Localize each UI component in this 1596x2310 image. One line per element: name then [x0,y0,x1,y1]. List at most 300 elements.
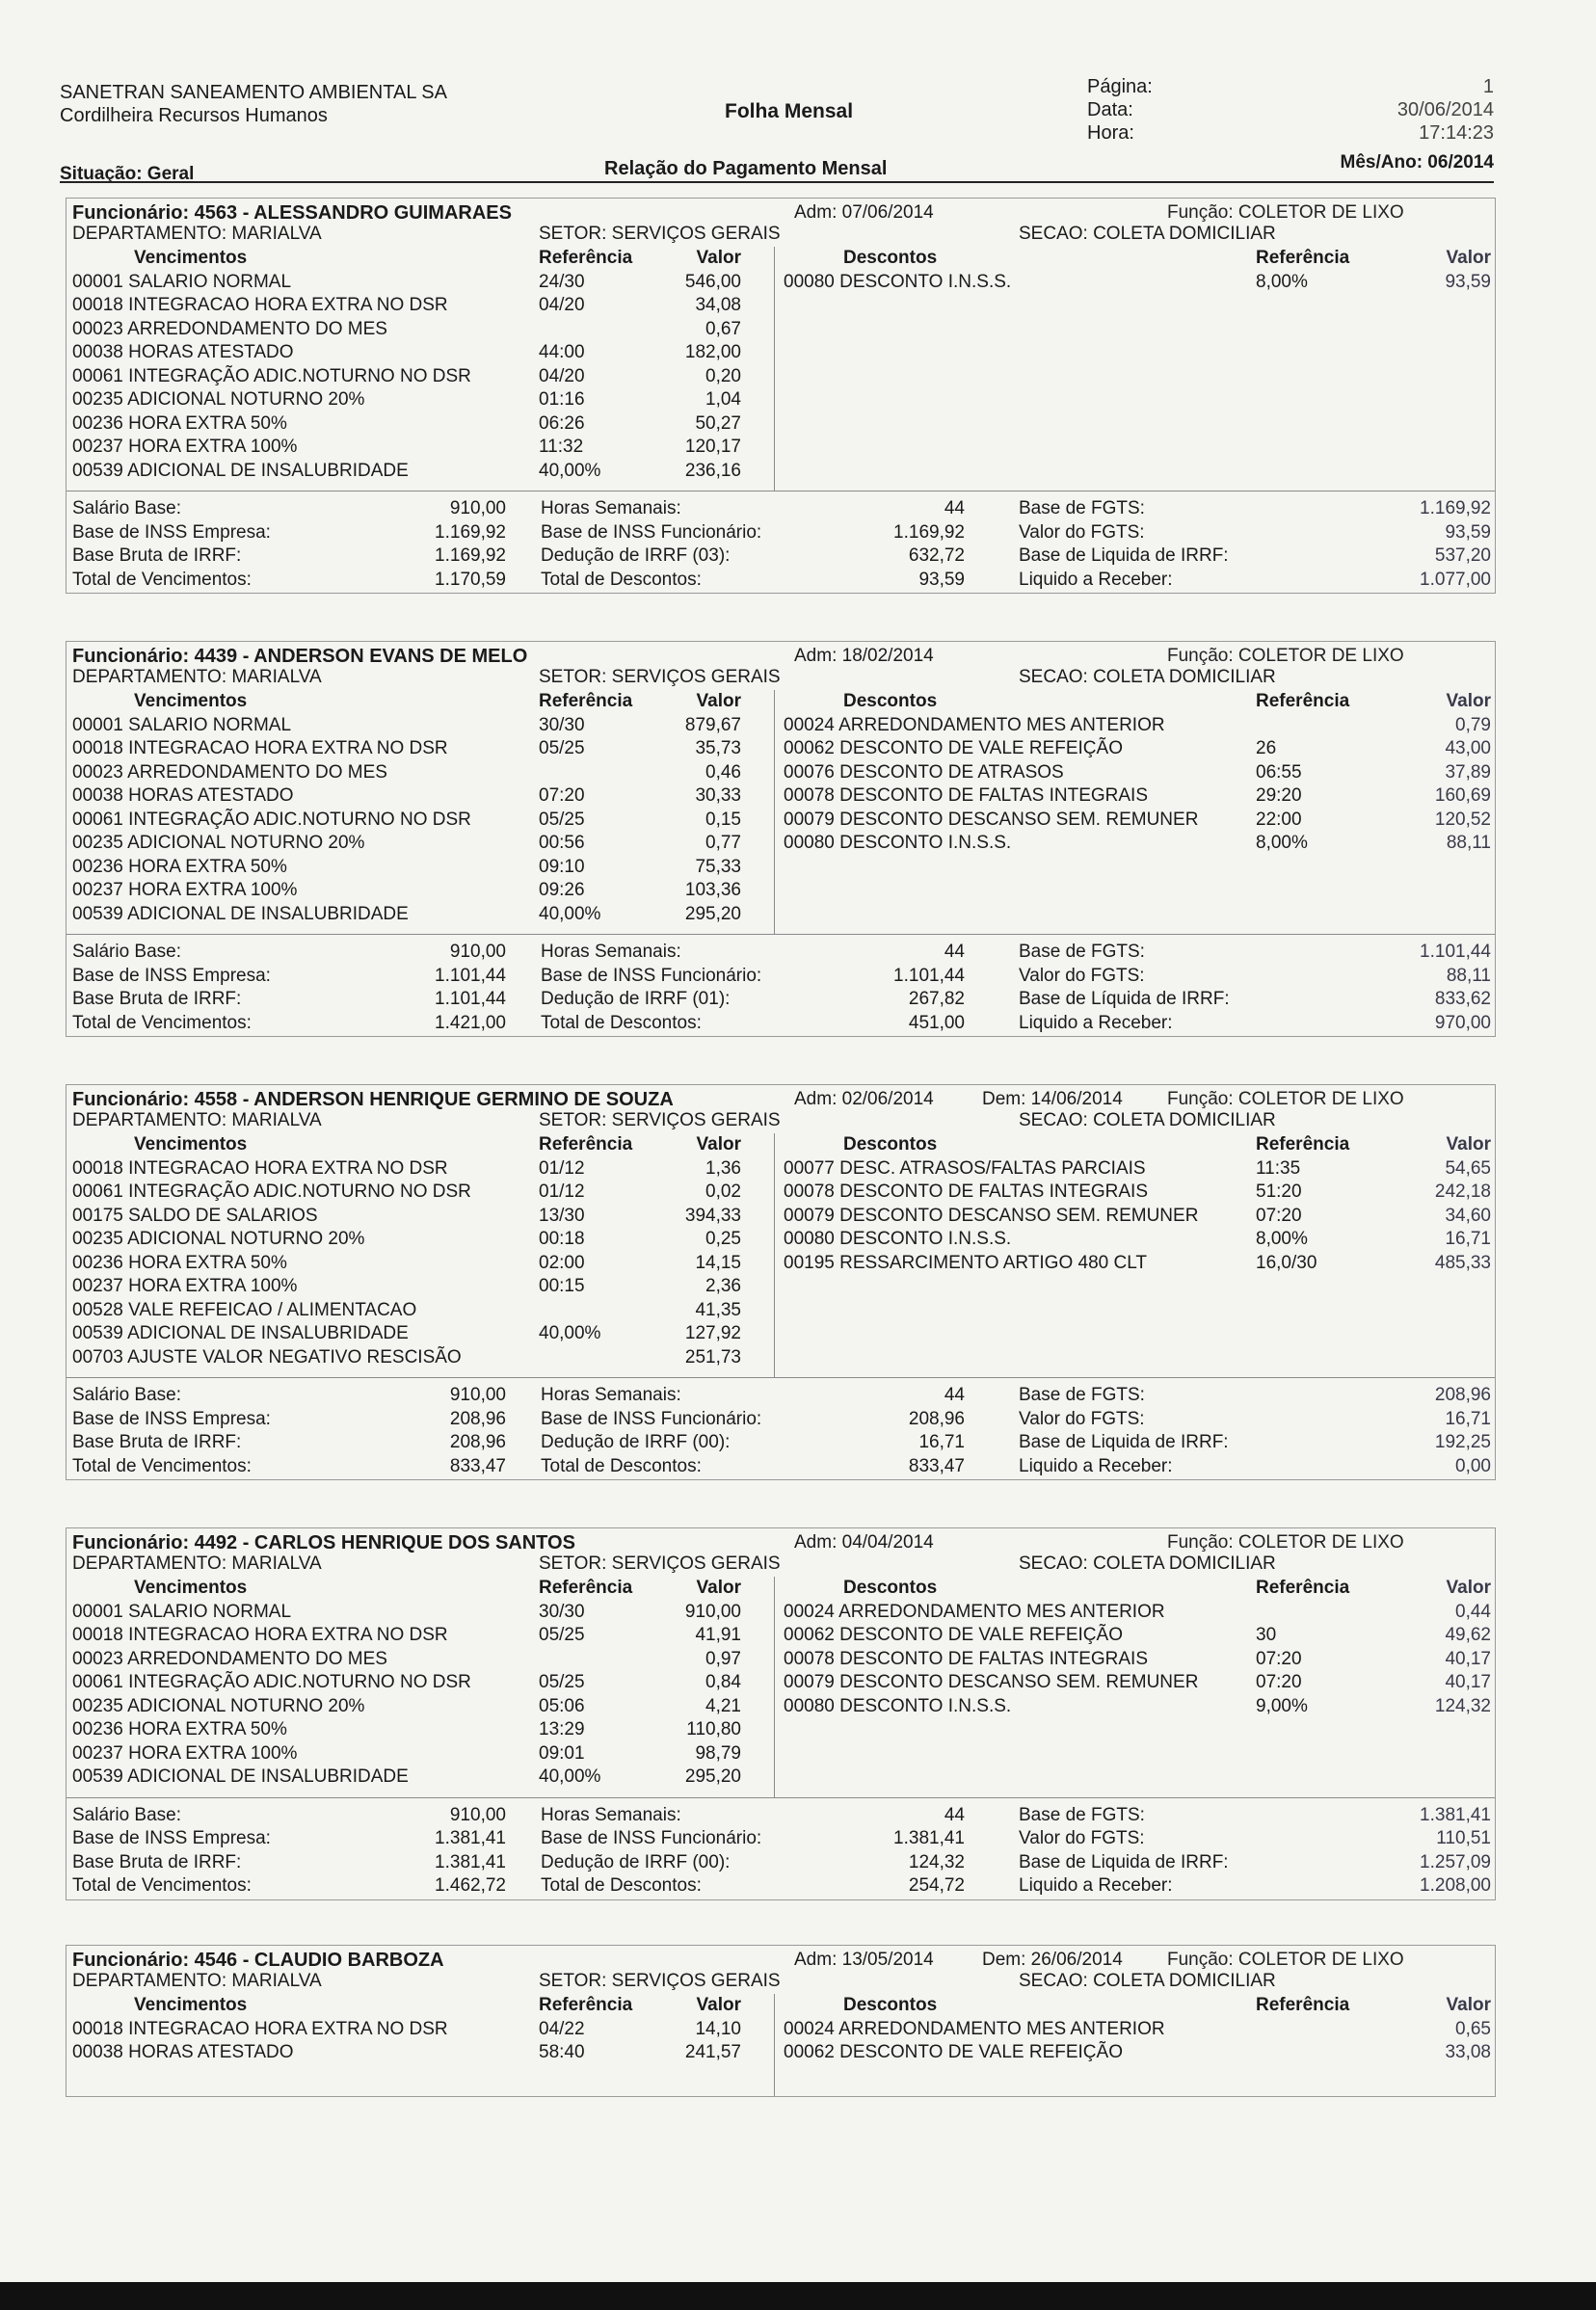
deduction-value: 40,17 [1445,1672,1491,1692]
earning-description: 00023 ARREDONDAMENTO DO MES [72,761,387,783]
earnings-header [66,1994,774,2018]
totals-row [66,1874,1495,1898]
earning-description: 00235 ADICIONAL NOTURNO 20% [72,833,365,853]
total-label: Liquido a Receber: [1019,1875,1173,1896]
deduction-description: 00078 DESCONTO DE FALTAS INTEGRAIS [784,1648,1149,1669]
totals-row [66,569,1495,593]
company-name: SANETRAN SANEAMENTO AMBIENTAL SA [60,82,447,103]
earning-reference: 04/20 [539,295,585,315]
earning-reference: 40,00% [539,1323,601,1343]
earning-reference: 13:29 [539,1719,585,1739]
earning-value: 910,00 [684,1601,741,1622]
deduction-description: 00079 DESCONTO DESCANSO SEM. REMUNER [784,1205,1199,1226]
deduction-value: 160,69 [1434,785,1491,806]
earnings-col-ref: Referência [539,1134,633,1155]
deductions-col-name: Descontos [843,1134,938,1155]
earning-value: 394,33 [684,1205,741,1226]
earning-value: 236,16 [684,460,741,481]
earning-value: 0,97 [705,1648,741,1669]
earning-description: 00061 INTEGRAÇÃO ADIC.NOTURNO NO DSR [72,809,471,830]
earning-row [66,2018,774,2042]
earning-value: 0,25 [705,1229,741,1249]
earning-value: 2,36 [705,1276,741,1296]
total-value: 93,59 [918,569,965,590]
earnings-header [66,1577,774,1601]
deductions-col-ref: Referência [1256,1995,1350,2015]
deductions-col-name: Descontos [843,1995,938,2015]
total-label: Base de INSS Funcionário: [541,1828,762,1848]
earning-description: 00018 INTEGRACAO HORA EXTRA NO DSR [72,738,448,758]
earning-description: 00018 INTEGRACAO HORA EXTRA NO DSR [72,295,448,315]
total-value: 910,00 [449,942,506,962]
earning-row [66,365,774,389]
earning-reference: 09:01 [539,1742,585,1764]
deduction-value: 242,18 [1434,1182,1491,1202]
deductions-col-ref: Referência [1256,691,1350,711]
earning-value: 295,20 [684,903,741,924]
earning-description: 00038 HORAS ATESTADO [72,342,294,362]
total-label: Total de Descontos: [541,569,702,590]
earning-description: 00023 ARREDONDAMENTO DO MES [72,318,387,339]
earning-value: 241,57 [684,2042,741,2062]
deduction-value: 88,11 [1446,833,1491,853]
company-block [60,81,447,127]
employee-name: Funcionário: 4439 - ANDERSON EVANS DE MELO [72,646,528,667]
earning-row [66,294,774,318]
earning-value: 98,79 [695,1742,741,1764]
total-value: 1.169,92 [893,521,965,543]
relacao-title: Relação do Pagamento Mensal [604,158,888,179]
earnings-col-ref: Referência [539,248,633,268]
deduction-row [776,1695,1495,1719]
earning-reference: 58:40 [539,2042,585,2062]
deductions-col-name: Descontos [843,691,938,711]
total-label: Valor do FGTS: [1019,1828,1145,1848]
earning-description: 00235 ADICIONAL NOTURNO 20% [72,1695,365,1716]
earning-description: 00175 SALDO DE SALARIOS [72,1205,318,1226]
earning-value: 14,10 [695,2018,741,2039]
deduction-value: 93,59 [1445,271,1491,292]
earning-reference: 40,00% [539,1766,601,1787]
earnings-header [66,247,774,271]
earning-row [66,1157,774,1182]
earning-reference: 01/12 [539,1182,585,1202]
earning-row [66,1228,774,1252]
department: DEPARTAMENTO: MARIALVA [72,1110,322,1130]
earning-value: 41,91 [695,1625,741,1645]
earning-value: 0,67 [705,318,741,339]
total-value: 1.421,00 [435,1012,506,1033]
deductions-table [776,1577,1495,1718]
total-label: Total de Vencimentos: [72,1875,252,1896]
earning-description: 00061 INTEGRAÇÃO ADIC.NOTURNO NO DSR [72,1182,471,1202]
deduction-row [776,1252,1495,1276]
earning-row [66,784,774,809]
totals-row [66,1851,1495,1875]
employee-record [66,198,1496,594]
earning-description: 00237 HORA EXTRA 100% [72,1742,298,1764]
earning-description: 00539 ADICIONAL DE INSALUBRIDADE [72,1766,409,1787]
total-value: 1.170,59 [435,569,506,590]
department: DEPARTAMENTO: MARIALVA [72,1553,322,1574]
earnings-col-value: Valor [696,691,741,711]
total-label: Base de INSS Empresa: [72,965,271,986]
total-label: Base de Liquida de IRRF: [1019,1851,1229,1872]
earning-description: 00236 HORA EXTRA 50% [72,412,287,434]
deduction-row [776,2018,1495,2042]
totals-block [66,934,1495,1035]
earnings-col-name: Vencimentos [134,1578,248,1598]
totals-row [66,1408,1495,1432]
total-label: Base de INSS Empresa: [72,1828,271,1848]
total-value: 124,32 [908,1851,965,1872]
earnings-col-name: Vencimentos [134,691,248,711]
total-value: 451,00 [908,1012,965,1033]
total-value: 1.101,44 [893,965,965,986]
deduction-reference: 11:35 [1256,1157,1301,1179]
earnings-col-value: Valor [696,1995,741,2015]
earning-row [66,879,774,903]
earning-description: 00236 HORA EXTRA 50% [72,1719,287,1739]
earning-reference: 04/22 [539,2018,585,2039]
total-label: Salário Base: [72,1385,182,1405]
total-label: Horas Semanais: [541,498,681,518]
earning-description: 00539 ADICIONAL DE INSALUBRIDADE [72,1323,409,1343]
deduction-value: 49,62 [1445,1625,1491,1645]
section: SECAO: COLETA DOMICILIAR [1019,667,1276,687]
earning-row [66,809,774,833]
deduction-description: 00077 DESC. ATRASOS/FALTAS PARCIAIS [784,1157,1146,1179]
totals-row [66,1431,1495,1455]
deduction-row [776,271,1495,295]
earnings-table [66,690,775,934]
earnings-col-ref: Referência [539,1578,633,1598]
total-label: Base Bruta de IRRF: [72,1851,242,1872]
deduction-row [776,784,1495,809]
date-value: 30/06/2014 [1396,99,1494,120]
employee-function: Função: COLETOR DE LIXO [1167,1950,1404,1970]
earning-description: 00023 ARREDONDAMENTO DO MES [72,1648,387,1669]
employee-header [66,198,1496,247]
department: DEPARTAMENTO: MARIALVA [72,667,322,687]
deduction-value: 33,08 [1445,2042,1491,2062]
deduction-reference: 29:20 [1256,785,1302,806]
sector: SETOR: SERVIÇOS GERAIS [539,667,781,687]
deductions-col-name: Descontos [843,248,938,268]
employee-function: Função: COLETOR DE LIXO [1167,1532,1404,1553]
earning-row [66,1205,774,1229]
total-label: Horas Semanais: [541,1385,681,1405]
earnings-table [66,1994,775,2096]
deduction-description: 00062 DESCONTO DE VALE REFEIÇÃO [784,738,1123,758]
deduction-row [776,1648,1495,1672]
situation-bar [60,145,1494,183]
total-value: 16,71 [1445,1408,1491,1429]
earning-row [66,1346,774,1370]
total-label: Base de FGTS: [1019,1385,1145,1405]
deduction-description: 00195 RESSARCIMENTO ARTIGO 480 CLT [784,1252,1147,1273]
totals-row [66,1827,1495,1851]
total-value: 833,62 [1434,989,1491,1009]
total-value: 833,47 [908,1455,965,1476]
deductions-col-value: Valor [1446,691,1491,711]
deduction-description: 00078 DESCONTO DE FALTAS INTEGRAIS [784,1182,1149,1202]
admission-date: Adm: 18/02/2014 [794,646,934,666]
deduction-row [776,761,1495,785]
earning-reference: 01:16 [539,389,585,410]
header-divider [60,181,1494,183]
deductions-col-ref: Referência [1256,1578,1350,1598]
total-value: 1.101,44 [1420,942,1491,962]
total-label: Liquido a Receber: [1019,569,1173,590]
total-label: Base de Liquida de IRRF: [1019,545,1229,566]
earning-value: 295,20 [684,1766,741,1787]
deduction-reference: 8,00% [1256,833,1308,853]
total-value: 110,51 [1436,1828,1491,1848]
deduction-description: 00024 ARREDONDAMENTO MES ANTERIOR [784,2018,1165,2039]
employee-record [66,641,1496,1037]
employee-body [66,690,1496,1037]
earnings-col-name: Vencimentos [134,1995,248,2015]
earning-row [66,412,774,437]
earning-row [66,761,774,785]
total-value: 267,82 [908,989,965,1009]
total-label: Valor do FGTS: [1019,965,1145,986]
total-label: Total de Descontos: [541,1012,702,1033]
total-value: 16,71 [918,1432,965,1452]
total-value: 1.381,41 [435,1851,506,1872]
total-value: 1.169,92 [1420,498,1491,518]
earning-description: 00038 HORAS ATESTADO [72,2042,294,2062]
earning-row [66,341,774,365]
earning-description: 00237 HORA EXTRA 100% [72,880,298,900]
deduction-description: 00024 ARREDONDAMENTO MES ANTERIOR [784,714,1165,735]
admission-date: Adm: 13/05/2014 [794,1950,934,1970]
deduction-value: 54,65 [1445,1157,1491,1179]
earning-reference: 09:10 [539,856,585,877]
earning-reference: 05:06 [539,1695,585,1716]
admission-date: Adm: 07/06/2014 [794,202,934,223]
earning-reference: 24/30 [539,271,585,292]
total-value: 208,96 [449,1432,506,1452]
total-value: 1.381,41 [1420,1804,1491,1825]
total-label: Base de INSS Empresa: [72,521,271,543]
earning-reference: 00:56 [539,833,585,853]
deductions-table [776,1133,1495,1275]
deduction-row [776,1624,1495,1648]
totals-row [66,1804,1495,1828]
earning-description: 00236 HORA EXTRA 50% [72,856,287,877]
total-value: 44 [944,1385,965,1405]
earnings-col-value: Valor [696,248,741,268]
earnings-header [66,1133,774,1157]
deduction-row [776,2041,1495,2065]
total-value: 537,20 [1434,545,1491,566]
time-value: 17:14:23 [1419,122,1494,144]
total-value: 910,00 [449,1385,506,1405]
deduction-row [776,714,1495,738]
deduction-value: 43,00 [1445,738,1491,758]
deduction-row [776,1157,1495,1182]
earning-value: 0,20 [705,365,741,386]
company-subtitle: Cordilheira Recursos Humanos [60,105,328,126]
totals-row [66,988,1495,1012]
deduction-reference: 07:20 [1256,1205,1302,1226]
dismissal-date: Dem: 26/06/2014 [982,1950,1123,1970]
earning-row [66,1252,774,1276]
deduction-row [776,737,1495,761]
total-label: Base de FGTS: [1019,498,1145,518]
earning-row [66,832,774,856]
earning-row [66,436,774,460]
deduction-value: 0,44 [1455,1601,1491,1622]
totals-row [66,544,1495,569]
earning-reference: 02:00 [539,1252,585,1273]
mes-ano: Mês/Ano: 06/2014 [1340,152,1494,173]
earning-reference: 05/25 [539,1672,585,1692]
employee-record [66,1945,1496,2097]
total-value: 1.381,41 [435,1828,506,1848]
totals-block [66,1377,1495,1478]
earning-value: 182,00 [684,342,741,362]
scan-edge [0,2282,1596,2310]
employee-function: Função: COLETOR DE LIXO [1167,646,1404,666]
earning-value: 35,73 [695,738,741,758]
deduction-value: 485,33 [1434,1252,1491,1273]
total-label: Dedução de IRRF (03): [541,545,731,566]
deduction-description: 00080 DESCONTO I.N.S.S. [784,271,1012,292]
employee-name: Funcionário: 4558 - ANDERSON HENRIQUE GERMINO DE SOUZA [72,1089,674,1110]
total-value: 1.462,72 [435,1875,506,1896]
total-label: Total de Vencimentos: [72,1455,252,1476]
deduction-value: 124,32 [1434,1695,1491,1716]
earning-reference: 05/25 [539,1625,585,1645]
earning-value: 1,04 [705,389,741,410]
employee-function: Função: COLETOR DE LIXO [1167,202,1404,223]
total-value: 208,96 [1434,1385,1491,1405]
total-value: 1.381,41 [893,1828,965,1848]
total-label: Liquido a Receber: [1019,1012,1173,1033]
total-label: Base Bruta de IRRF: [72,545,242,566]
total-label: Total de Descontos: [541,1455,702,1476]
total-value: 254,72 [908,1875,965,1896]
total-label: Salário Base: [72,498,182,518]
section: SECAO: COLETA DOMICILIAR [1019,224,1276,244]
earning-description: 00703 AJUSTE VALOR NEGATIVO RESCISÃO [72,1346,462,1367]
deduction-reference: 06:55 [1256,761,1302,783]
deductions-col-value: Valor [1446,1995,1491,2015]
deduction-row [776,832,1495,856]
earning-description: 00038 HORAS ATESTADO [72,785,294,806]
deduction-description: 00079 DESCONTO DESCANSO SEM. REMUNER [784,1672,1199,1692]
earning-reference: 13/30 [539,1205,585,1226]
employee-record [66,1084,1496,1480]
total-label: Dedução de IRRF (00): [541,1432,731,1452]
deductions-header [776,247,1495,271]
total-value: 88,11 [1446,965,1491,986]
earning-reference: 30/30 [539,1601,585,1622]
earning-row [66,460,774,484]
totals-block [66,491,1495,592]
earning-row [66,1601,774,1625]
deductions-header [776,690,1495,714]
deduction-reference: 22:00 [1256,809,1302,830]
earning-description: 00061 INTEGRAÇÃO ADIC.NOTURNO NO DSR [72,1672,471,1692]
deductions-col-value: Valor [1446,1134,1491,1155]
deduction-reference: 9,00% [1256,1695,1308,1716]
total-value: 93,59 [1445,521,1491,543]
earnings-col-ref: Referência [539,1995,633,2015]
earning-value: 0,84 [705,1672,741,1692]
total-value: 1.257,09 [1420,1851,1491,1872]
deduction-row [776,1228,1495,1252]
deduction-row [776,809,1495,833]
employee-body [66,1577,1496,1900]
total-value: 910,00 [449,1804,506,1825]
earning-row [66,271,774,295]
earning-row [66,737,774,761]
admission-date: Adm: 02/06/2014 [794,1089,934,1109]
earning-reference: 05/25 [539,738,585,758]
total-label: Horas Semanais: [541,1804,681,1825]
earning-description: 00237 HORA EXTRA 100% [72,1276,298,1296]
deduction-description: 00024 ARREDONDAMENTO MES ANTERIOR [784,1601,1165,1622]
employee-header [66,1945,1496,1994]
earning-value: 879,67 [684,714,741,735]
date-label: Data: [1087,99,1133,120]
totals-row [66,1012,1495,1036]
section: SECAO: COLETA DOMICILIAR [1019,1110,1276,1130]
deduction-description: 00079 DESCONTO DESCANSO SEM. REMUNER [784,809,1199,830]
earning-reference: 11:32 [539,437,584,457]
deductions-header [776,1577,1495,1601]
earning-row [66,388,774,412]
earning-description: 00018 INTEGRACAO HORA EXTRA NO DSR [72,1157,448,1179]
deductions-header [776,1133,1495,1157]
total-value: 44 [944,942,965,962]
deduction-description: 00080 DESCONTO I.N.S.S. [784,833,1012,853]
earning-description: 00539 ADICIONAL DE INSALUBRIDADE [72,460,409,481]
earning-value: 110,80 [686,1719,741,1739]
employee-body [66,1133,1496,1480]
earning-row [66,1718,774,1742]
total-value: 208,96 [449,1408,506,1429]
deduction-description: 00080 DESCONTO I.N.S.S. [784,1229,1012,1249]
deduction-reference: 07:20 [1256,1672,1302,1692]
report-meta [1087,75,1494,145]
earning-reference: 07:20 [539,785,585,806]
section: SECAO: COLETA DOMICILIAR [1019,1553,1276,1574]
deductions-table [776,247,1495,294]
earning-value: 75,33 [695,856,741,877]
earning-description: 00235 ADICIONAL NOTURNO 20% [72,1229,365,1249]
total-value: 0,00 [1455,1455,1491,1476]
deduction-value: 0,79 [1455,714,1491,735]
deduction-reference: 16,0/30 [1256,1252,1317,1273]
deductions-table [776,690,1495,856]
earning-description: 00018 INTEGRACAO HORA EXTRA NO DSR [72,1625,448,1645]
deduction-description: 00080 DESCONTO I.N.S.S. [784,1695,1012,1716]
earning-reference: 05/25 [539,809,585,830]
dismissal-date: Dem: 14/06/2014 [982,1089,1123,1109]
earning-description: 00235 ADICIONAL NOTURNO 20% [72,389,365,410]
deduction-description: 00062 DESCONTO DE VALE REFEIÇÃO [784,2042,1123,2062]
deduction-description: 00078 DESCONTO DE FALTAS INTEGRAIS [784,785,1149,806]
earning-value: 50,27 [695,412,741,434]
total-label: Base de FGTS: [1019,1804,1145,1825]
total-label: Salário Base: [72,1804,182,1825]
total-label: Base Bruta de IRRF: [72,989,242,1009]
